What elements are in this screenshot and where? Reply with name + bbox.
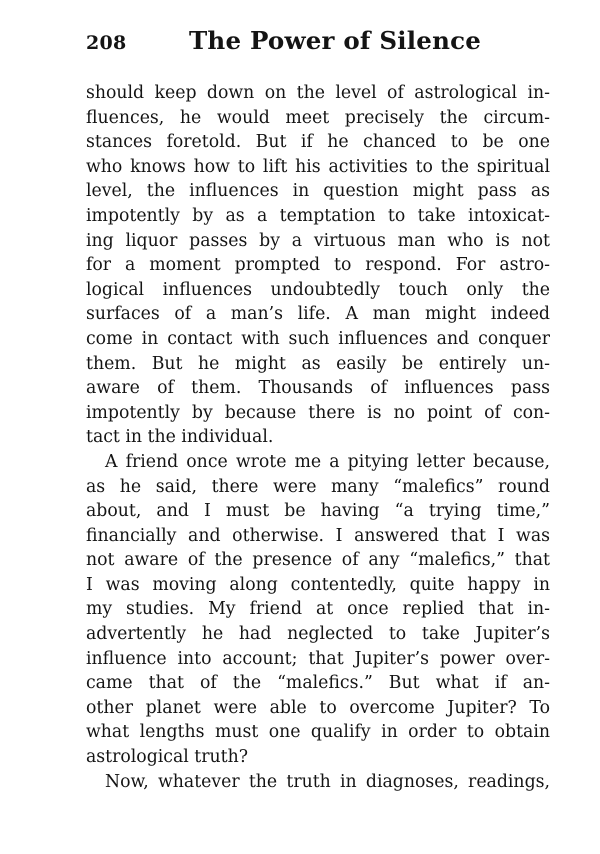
text-line: ing liquor passes by a virtuous man who is not xyxy=(86,230,550,251)
text-line: who knows how to lift his activities to the spiritual xyxy=(86,156,550,177)
body-text xyxy=(86,81,550,794)
paragraph xyxy=(86,450,550,770)
text-line: them. But he might as easily be entirely un- xyxy=(86,353,550,374)
text-line: I was moving along contentedly, quite happy in xyxy=(86,574,550,595)
text-line: impotently by as a temptation to take intoxicat- xyxy=(86,205,550,226)
text-line: other planet were able to overcome Jupiter? To xyxy=(86,697,550,718)
paragraph xyxy=(86,81,550,450)
text-line: as he said, there were many “malefics” round xyxy=(86,476,550,497)
text-line: stances foretold. But if he chanced to be one xyxy=(86,132,550,153)
text-line: aware of them. Thousands of influences pass xyxy=(86,378,550,399)
text-line: for a moment prompted to respond. For astro- xyxy=(86,255,550,276)
text-line: came that of the “malefics.” But what if an- xyxy=(86,673,550,694)
paragraph xyxy=(86,770,550,795)
text-line: fluences, he would meet precisely the circum- xyxy=(86,107,550,128)
text-line: influence into account; that Jupiter’s power over- xyxy=(86,648,550,669)
text-line: financially and otherwise. I answered that I was xyxy=(86,525,550,546)
text-line: impotently by because there is no point of con- xyxy=(86,402,550,423)
text-line: logical influences undoubtedly touch only the xyxy=(86,279,550,300)
text-line: my studies. My friend at once replied that in- xyxy=(86,599,550,620)
text-line: what lengths must one qualify in order to obtain xyxy=(86,722,550,743)
text-line: about, and I must be having “a trying time,” xyxy=(86,501,550,522)
text-line: come in contact with such influences and conquer xyxy=(86,328,550,349)
text-line: level, the influences in question might pass as xyxy=(86,181,550,202)
text-line: astrological truth? xyxy=(86,747,248,768)
text-line: should keep down on the level of astrological in- xyxy=(86,83,550,103)
text-line: not aware of the presence of any “malefics,” that xyxy=(86,550,550,571)
running-title: The Power of Silence xyxy=(189,26,482,55)
text-line: tact in the individual. xyxy=(86,427,274,448)
page-header xyxy=(86,26,550,60)
page-number: 208 xyxy=(86,32,127,54)
text-line: Now, whatever the truth in diagnoses, readings, xyxy=(105,771,550,792)
text-line: advertently he had neglected to take Jupiter’s xyxy=(86,624,550,645)
text-line: A friend once wrote me a pitying letter because, xyxy=(105,451,550,472)
text-line: surfaces of a man’s life. A man might indeed xyxy=(86,304,550,325)
